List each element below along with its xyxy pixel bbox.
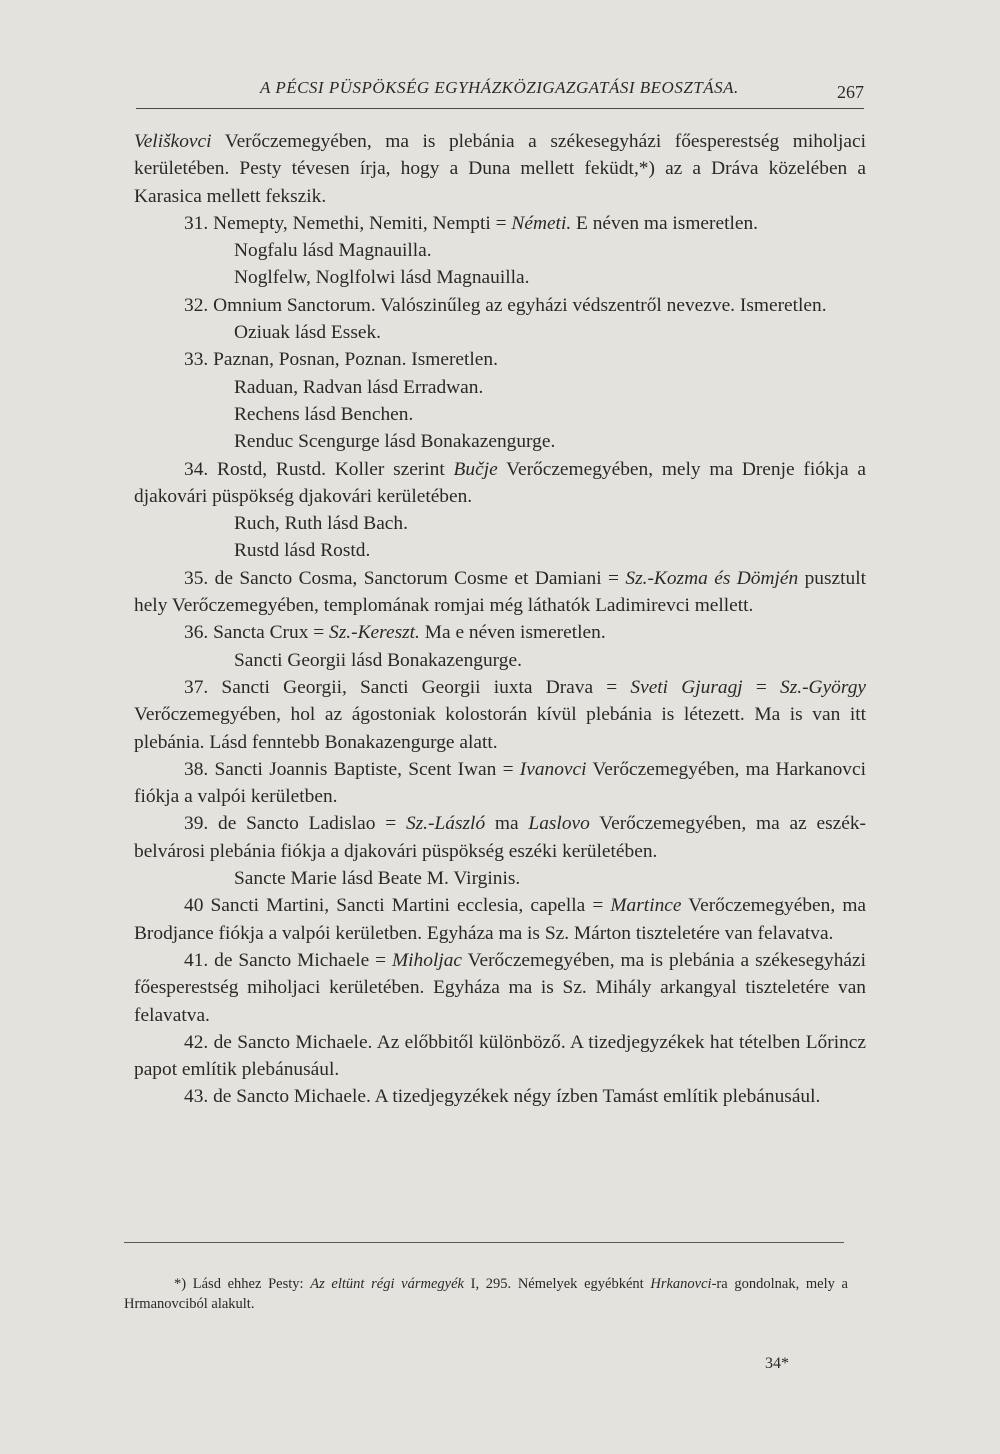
italic-term: Sz.-Kozma és Dömjén	[625, 567, 799, 589]
italic-term: Az eltünt régi vármegyék	[310, 1276, 464, 1292]
text-run: =	[742, 676, 781, 698]
text-run: 40 Sancti Martini, Sancti Martini ecclesia, capella =	[184, 895, 611, 917]
text-run: Raduan, Radvan lásd Erradwan.	[234, 376, 484, 398]
entry-paragraph	[134, 619, 866, 646]
entry-paragraph	[134, 210, 866, 237]
text-run: 42. de Sancto Michaele. Az előbbitől különböző. A tizedjegyzékek hat tételben Lőrincz papot említik plebánusául.	[134, 1031, 866, 1081]
entry-paragraph	[134, 346, 866, 373]
text-run: Renduc Scengurge lásd Bonakazengurge.	[234, 431, 556, 453]
text-run: Verőczemegyében, ma az eszék-belvárosi plebánia fiókja a djakovári püspökség eszéki kerületében.	[134, 813, 866, 862]
italic-term: Laslovo	[528, 813, 590, 835]
text-run: 34. Rostd, Rustd. Koller szerint	[184, 458, 454, 480]
running-header	[136, 78, 864, 104]
text-run: 38. Sancti Joannis Baptiste, Scent Iwan =	[184, 758, 520, 780]
text-run: Oziuak lásd Essek.	[234, 322, 382, 344]
text-run: Verőczemegyében, hol az ágostoniak kolostorán kívül plebánia is létezett. Ma is van itt plebánia. Lásd fenntebb Bonakazengurge alatt.	[134, 704, 866, 753]
printer-signature: 34*	[765, 1355, 789, 1372]
text-run: I, 295. Némelyek egyébként	[463, 1276, 651, 1292]
text-run: 32. Omnium Sanctorum. Valószinűleg az egyházi védszentről nevezve. Ismeretlen.	[184, 294, 827, 316]
text-run: 41. de Sancto Michaele =	[184, 949, 393, 971]
text-run: 35. de Sancto Cosma, Sanctorum Cosme et Damiani =	[184, 567, 626, 589]
footnote-text	[124, 1274, 848, 1314]
text-run: Rechens lásd Benchen.	[234, 403, 414, 425]
text-run: 39. de Sancto Ladislao =	[184, 813, 406, 835]
entry-paragraph	[134, 674, 866, 756]
italic-term: Németi.	[511, 212, 572, 234]
italic-term: Hrkanovci	[650, 1276, 712, 1292]
italic-term: Sz.-Kereszt.	[329, 622, 420, 644]
entry-paragraph	[134, 810, 866, 865]
footnote-rule	[124, 1242, 844, 1243]
main-text	[134, 128, 866, 1111]
text-run: 31. Nemepty, Nemethi, Nemiti, Nempti =	[184, 212, 512, 234]
cross-reference-line	[134, 510, 866, 537]
entry-paragraph	[134, 947, 866, 1029]
text-run: *) Lásd ehhez Pesty:	[174, 1276, 311, 1292]
text-run: Rustd lásd Rostd.	[234, 540, 371, 562]
cross-reference-line	[134, 428, 866, 455]
footnote	[124, 1274, 848, 1314]
text-run: 43. de Sancto Michaele. A tizedjegyzékek négy ízben Tamást említik plebánusául.	[184, 1086, 821, 1108]
entry-paragraph	[134, 456, 866, 511]
entry-paragraph	[134, 565, 866, 620]
cross-reference-line	[134, 374, 866, 401]
text-run: 36. Sancta Crux =	[184, 622, 330, 644]
cross-reference-line	[134, 647, 866, 674]
italic-term: Sveti Gjuragj	[630, 676, 743, 698]
text-run: ma	[485, 813, 529, 835]
text-run: Sancte Marie lásd Beate M. Virginis.	[234, 868, 521, 890]
italic-term: Sz.-György	[780, 676, 866, 698]
italic-term: Miholjac	[392, 949, 463, 971]
cross-reference-line	[134, 537, 866, 564]
text-run: Ruch, Ruth lásd Bach.	[234, 513, 408, 535]
cross-reference-line	[134, 865, 866, 892]
cross-reference-line	[134, 319, 866, 346]
text-run: 37. Sancti Georgii, Sancti Georgii iuxta Drava =	[184, 676, 631, 698]
text-run: Ma e néven ismeretlen.	[419, 622, 606, 644]
text-run: Verőczemegyében, ma Harkanovci fiókja a valpói kerületben.	[134, 758, 866, 808]
text-run: Nogfalu lásd Magnauilla.	[234, 240, 432, 262]
entry-paragraph	[134, 292, 866, 319]
italic-term: Ivanovci	[519, 758, 587, 780]
text-run: E néven ma ismeretlen.	[571, 212, 759, 234]
text-run: Verőczemegyében, ma is plebánia a székesegyházi főesperestség miholjaci kerületében. Egyháza ma is Sz. Mihály arkangyal tiszteletére van felavatva.	[134, 949, 866, 1026]
entry-paragraph	[134, 1029, 866, 1084]
entry-paragraph	[134, 892, 866, 947]
italic-term: Veliškovci	[134, 131, 212, 152]
entry-paragraph	[134, 128, 866, 210]
page-number: 267	[837, 82, 864, 102]
entry-paragraph	[134, 756, 866, 811]
cross-reference-line	[134, 237, 866, 264]
text-run: Verőczemegyében, ma is plebánia a székesegyházi főesperestség miholjaci kerületében. Pesty tévesen írja, hogy a Duna mellett feküdt,*) az a Dráva közelében a Karasica mellett fekszik.	[134, 131, 866, 207]
italic-term: Sz.-László	[405, 813, 486, 835]
text-run: Sancti Georgii lásd Bonakazengurge.	[234, 649, 522, 671]
text-run: pusztult hely Verőczemegyében, templomának romjai még láthatók Ladimirevci mellett.	[134, 567, 867, 617]
italic-term: Martince	[610, 895, 682, 917]
text-run: -ra gondolnak, mely a Hrmanovciból alakult.	[124, 1276, 848, 1312]
text-run: Noglfelw, Noglfolwi lásd Magnauilla.	[234, 267, 530, 289]
header-title: A PÉCSI PÜSPÖKSÉG EGYHÁZKÖZIGAZGATÁSI BEOSZTÁSA.	[260, 78, 739, 97]
text-run: Verőczemegyében, mely ma Drenje fiókja a djakovári püspökség djakovári kerületében.	[134, 458, 866, 507]
text-run: 33. Paznan, Posnan, Poznan. Ismeretlen.	[184, 349, 498, 371]
text-run: Verőczemegyében, ma Brodjance fiókja a valpói kerületben. Egyháza ma is Sz. Márton tiszteletére van felavatva.	[134, 895, 867, 944]
entry-paragraph	[134, 1083, 866, 1110]
header-rule	[136, 108, 864, 109]
cross-reference-line	[134, 401, 866, 428]
italic-term: Bučje	[453, 458, 498, 480]
cross-reference-line	[134, 264, 866, 291]
